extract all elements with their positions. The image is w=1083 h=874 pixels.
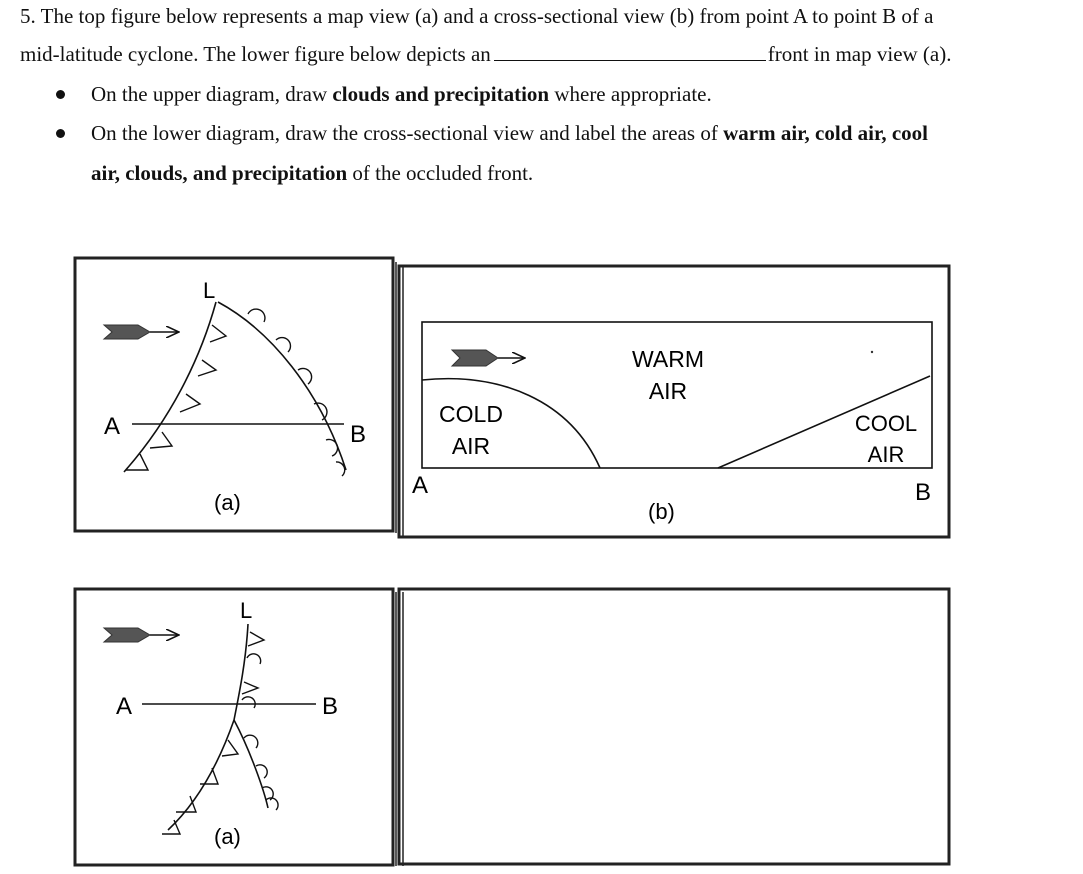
wind-arrow-icon <box>104 628 178 642</box>
question-line-2-end: front in map view (a). <box>767 42 952 66</box>
question-line-2-start: mid-latitude cyclone. The lower figure below depicts an <box>20 42 491 66</box>
cool-air-label-1: COOL <box>854 411 918 436</box>
point-a-label: A <box>116 693 133 720</box>
speck <box>871 351 873 353</box>
top-map-view <box>104 278 366 515</box>
top-cross-section <box>412 322 932 524</box>
section-point-b-label: B <box>915 479 932 506</box>
bullet-1-bold: clouds and precipitation <box>332 82 550 106</box>
point-b-label: B <box>322 693 339 720</box>
warm-front-semicircle-icon <box>244 735 278 810</box>
wind-arrow-icon <box>104 325 178 339</box>
section-caption: (b) <box>648 499 675 524</box>
map-view-caption: (a) <box>214 824 241 849</box>
bullet-2-post: of the occluded front. <box>347 161 534 185</box>
warm-front-line <box>218 302 346 470</box>
warm-air-label-1: WARM <box>632 346 704 372</box>
bottom-map-view <box>104 598 338 849</box>
question-line-1: 5. The top figure below represents a map view (a) and a cross-sectional view (b) from point A to point B of a <box>20 4 934 28</box>
map-view-caption: (a) <box>214 490 241 515</box>
bottom-answer-frame[interactable] <box>399 589 949 864</box>
top-figure <box>75 258 949 537</box>
bullet-1-pre: On the upper diagram, draw <box>91 82 333 106</box>
point-a-label: A <box>104 413 121 440</box>
bullet-1-post: where appropriate. <box>549 82 712 106</box>
warm-air-label-2: AIR <box>648 378 688 404</box>
cold-front-triangle-icon <box>162 740 238 834</box>
bottom-figure <box>75 589 949 866</box>
cold-air-label-1: COLD <box>439 401 503 427</box>
low-pressure-label: L <box>240 598 253 623</box>
low-pressure-label: L <box>203 278 216 303</box>
cold-air-label-2: AIR <box>451 433 491 459</box>
cold-front-line <box>168 720 234 830</box>
bullet-2-bold-1: warm air, cold air, cool <box>723 121 929 145</box>
occluded-front-symbol-icon <box>242 632 264 708</box>
warm-front-line <box>234 720 268 808</box>
bullet-2-pre: On the lower diagram, draw the cross-sectional view and label the areas of <box>91 121 724 145</box>
wind-arrow-icon <box>452 350 524 366</box>
section-point-a-label: A <box>412 472 429 499</box>
bullet-2-bold-2: air, clouds, and precipitation <box>91 161 348 185</box>
cool-air-label-2: AIR <box>867 442 905 467</box>
point-b-label: B <box>350 421 367 448</box>
cold-front-triangle-icon <box>126 325 226 470</box>
occluded-front-line <box>234 624 248 720</box>
